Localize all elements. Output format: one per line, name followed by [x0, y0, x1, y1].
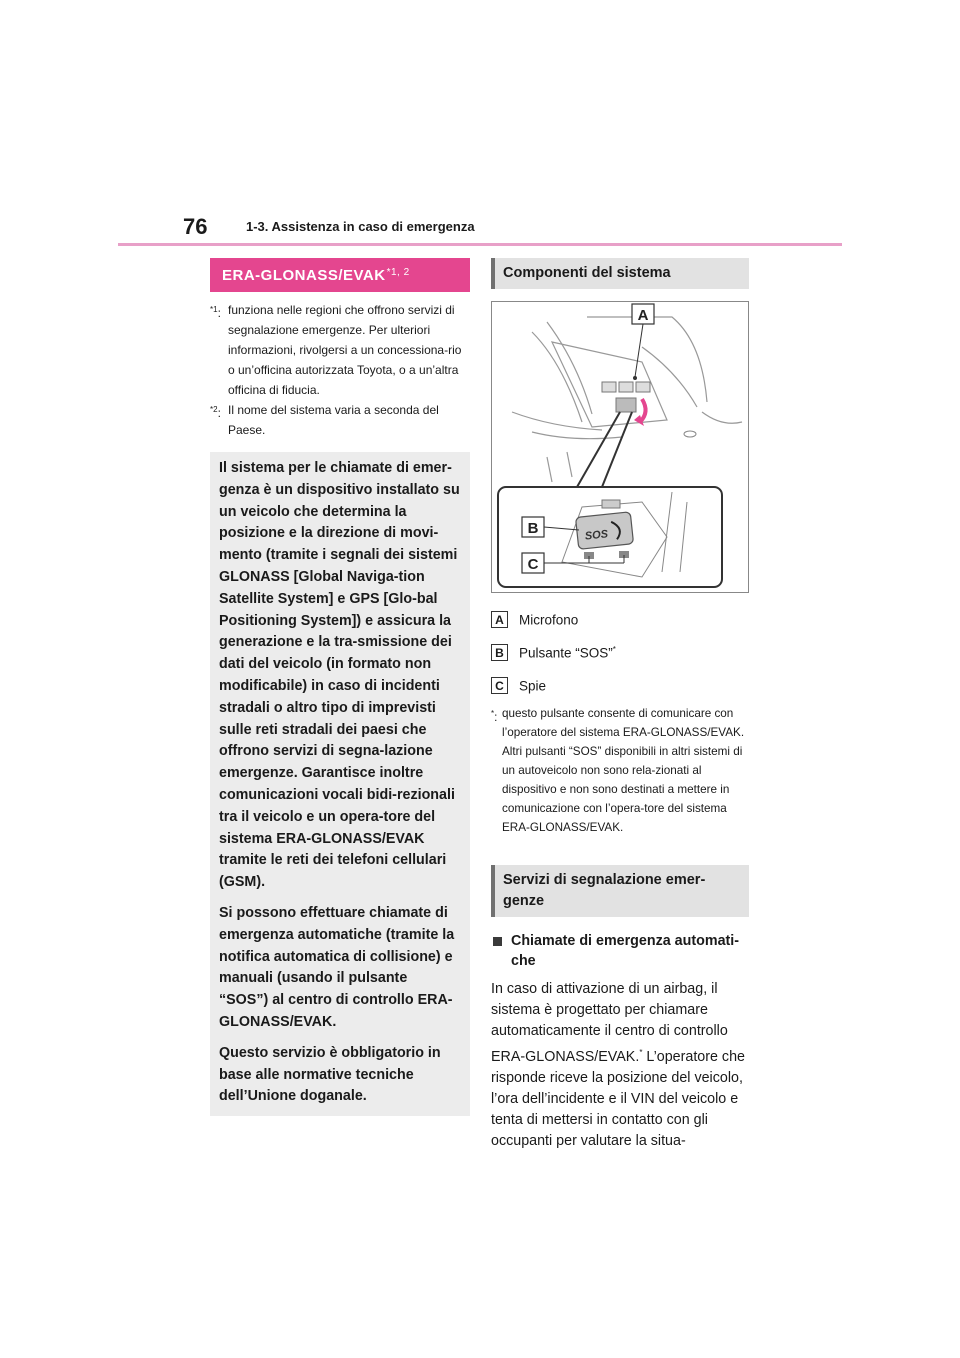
footnote-2 [210, 400, 470, 440]
heading-services: Servizi di segnalazione emer-genze [491, 865, 749, 917]
sos-footnote-body [502, 704, 749, 837]
part-text: Pulsante “SOS”* [519, 644, 616, 661]
subheading-text: Chiamate di emergenza automati-che [511, 933, 740, 969]
part-text: Microfono [519, 612, 579, 628]
part-item [491, 669, 749, 702]
part-item [491, 636, 749, 669]
components-illustration [491, 301, 749, 593]
section-title-text: ERA-GLONASS/EVAK [222, 266, 386, 284]
header-rule [118, 243, 842, 246]
figure-label-c: C [527, 556, 539, 573]
footnote-text: funziona nelle regioni che offrono servizi di segnalazione emergenze. Per ulteriori informazioni, rivolgersi a un concessiona-rio o un’officina autorizzata Toyota, o a un’altra officina di fiducia. [228, 303, 462, 397]
body-paragraph: In caso di attivazione di un airbag, il sistema è progettato per chiamare automaticamente il centro di controllo ERA-GLONASS/EVAK.* L’operatore che risponde riceve la posizione del veicolo, l’ora dell’incidente e il VIN del veicolo e tenta di mettersi in contatto con gli occupanti per valutare la situa- [491, 981, 745, 1149]
footnotes [210, 300, 470, 440]
parts-list [491, 603, 749, 702]
info-paragraph: Si possono effettuare chiamate di emergenza automatiche (tramite la notifica automatica di collisione) e manuali (usando il pulsante “SOS”) al centro di controllo ERA-GLONASS/EVAK. [219, 904, 455, 1030]
sos-footnote-text: Altri pulsanti “SOS” disponibili in altri sistemi di un autoveicolo non sono rela-zionati al dispositivo e non sono destinati a mettere in comunicazione con l’opera-tore del sistema ERA-GLONASS/EVAK. [502, 745, 743, 834]
footnote-text: Il nome del sistema varia a seconda del Paese. [228, 403, 439, 437]
figure-label-a: A [637, 307, 649, 324]
section-title-sup: *1, 2 [386, 266, 410, 278]
part-label: A [491, 611, 508, 628]
page-number: 76 [183, 214, 208, 239]
footnote-1 [210, 300, 470, 400]
heading-components: Componenti del sistema [491, 258, 749, 289]
figure-sos-text: SOS [584, 528, 609, 543]
footnote-mark: $^{*1}$: [210, 305, 221, 320]
info-box [210, 452, 470, 1116]
info-paragraph: Questo servizio è obbligatorio in base alle normative tecniche dell’Unione doganale. [219, 1044, 441, 1105]
figure-label-b: B [527, 520, 539, 537]
footnote-mark: $^{*2}$: [210, 405, 221, 420]
sos-footnote-text: questo pulsante consente di comunicare con l’operatore del sistema ERA-GLONASS/EVAK. [502, 707, 745, 739]
part-label: C [491, 677, 508, 694]
left-column [210, 258, 470, 1116]
sos-footnote [491, 704, 749, 837]
sos-footnote-mark: *: [491, 709, 498, 724]
section-header: 1-3. Assistenza in caso di emergenza [246, 219, 475, 234]
info-paragraph: Il sistema per le chiamate di emer-genza è un dispositivo installato su un veicolo che determina la posizione e la direzione di movi-mento (tramite i segnali dei sistemi GLONASS [Global Naviga-tion Satellite System] e GPS [Glo-bal Positioning System]) e assicura la generazione e la tra-smissione dei dati del veicolo (in formato non modificabile) in caso di incidenti stradali o altro tipo di imprevisti sulle reti stradali dei paesi che offrono servizi di segna-lazione emergenze. Garantisce inoltre comunicazioni vocali bidi-rezionali tra il veicolo e un opera-tore del sistema ERA-GLONASS/EVAK tramite le reti dei telefoni cellulari (GSM). [219, 460, 460, 891]
section-title [210, 258, 470, 292]
overhead-console-drawing [492, 302, 748, 592]
subheading-auto-calls [491, 931, 749, 971]
part-text: Spie [519, 678, 547, 694]
right-column [491, 258, 749, 1152]
part-label: B [491, 644, 508, 661]
part-item [491, 603, 749, 636]
square-bullet-icon [493, 937, 502, 946]
